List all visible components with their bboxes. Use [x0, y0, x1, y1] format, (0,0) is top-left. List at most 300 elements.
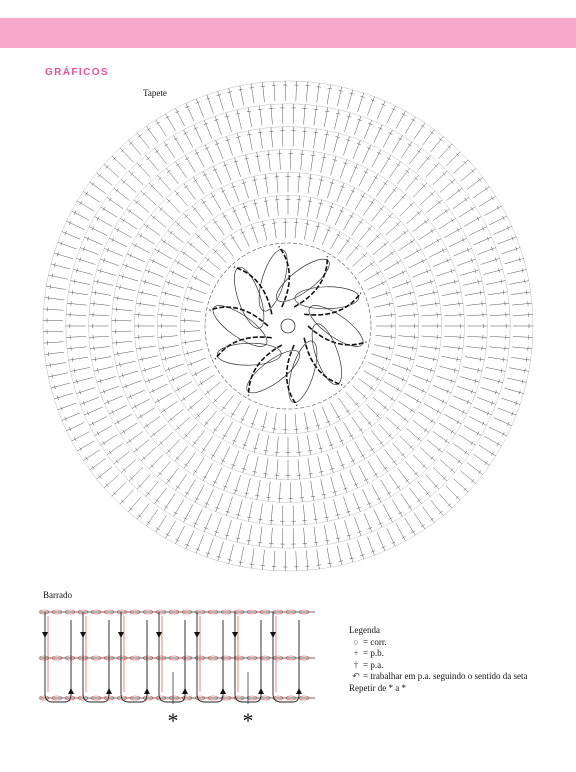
stitch-crossbar [336, 416, 340, 418]
stitch-mark [90, 182, 106, 194]
stitch-crossbar [458, 460, 461, 463]
stitch-mark [76, 388, 95, 394]
stitch-mark [469, 416, 487, 425]
stitch-crossbar [336, 234, 340, 236]
stitch-mark [260, 504, 263, 524]
stitch-mark [277, 436, 279, 456]
stitch-mark [427, 440, 442, 453]
stitch-mark [69, 292, 89, 295]
stitch-mark [449, 238, 467, 247]
stitch-crossbar [72, 290, 73, 294]
stitch-mark [352, 219, 363, 235]
stitch-mark [237, 523, 242, 542]
stitch-crossbar [146, 424, 149, 428]
stitch-mark [204, 411, 217, 426]
stitch-crossbar [138, 135, 141, 138]
stitch-mark [213, 468, 221, 486]
stitch-mark [58, 403, 77, 410]
stitch-mark [243, 203, 250, 222]
stitch-mark [274, 413, 277, 433]
stitch-mark [141, 447, 156, 460]
stitch-mark [324, 502, 328, 521]
stitch-mark [311, 481, 314, 501]
stitch-mark [205, 489, 213, 507]
stitch-mark [84, 407, 102, 415]
stitch-mark [327, 179, 333, 198]
stitch-crossbar [264, 178, 268, 179]
stitch-mark [150, 259, 168, 268]
stitch-mark [318, 176, 322, 195]
stitch-crossbar [408, 506, 412, 508]
stitch-crossbar [135, 448, 138, 451]
stitch-crossbar [383, 467, 387, 469]
stitch-mark [213, 249, 227, 263]
ring-outline [180, 218, 396, 434]
stitch-crossbar [507, 226, 509, 230]
stitch-crossbar [164, 144, 168, 146]
stitch-mark [188, 358, 206, 365]
stitch-mark [176, 161, 187, 177]
stitch-mark [296, 551, 297, 571]
stitch-mark [186, 531, 194, 549]
stitch-mark [355, 442, 365, 459]
stitch-crossbar [411, 119, 415, 121]
stitch-crossbar [361, 195, 365, 197]
stitch-mark [137, 474, 150, 489]
stitch-mark [433, 209, 449, 221]
arrow-head [118, 632, 124, 638]
stitch-mark [196, 99, 203, 117]
stitch-mark [358, 540, 364, 559]
stitch-mark [146, 126, 157, 142]
stitch-mark [257, 152, 261, 172]
stitch-mark [215, 116, 222, 135]
stitch-mark [488, 292, 508, 295]
stitch-mark [271, 105, 273, 125]
stitch-mark [453, 396, 471, 404]
stitch-crossbar [364, 479, 368, 481]
stitch-mark [304, 528, 306, 548]
stitch-mark [339, 398, 350, 414]
stitch-mark [192, 367, 210, 376]
stitch-mark [72, 211, 90, 220]
stitch-mark [373, 397, 388, 410]
stitch-mark [196, 535, 203, 553]
stitch-mark [463, 367, 482, 371]
stitch-mark [121, 179, 136, 192]
stitch-mark [304, 220, 308, 240]
stitch-crossbar [383, 182, 387, 184]
stitch-mark [241, 229, 250, 247]
stitch-mark [317, 433, 322, 452]
stitch-crossbar [176, 164, 180, 166]
stitch-crossbar [376, 377, 378, 381]
stitch-mark [327, 454, 333, 473]
stitch-crossbar [402, 113, 406, 115]
stitch-crossbar [502, 216, 504, 220]
stitch-mark [237, 500, 242, 519]
stitch-mark [77, 201, 94, 211]
stitch-crossbar [361, 454, 365, 456]
stitch-mark [346, 392, 359, 407]
stitch-mark [298, 173, 299, 193]
petal-edge [279, 247, 289, 307]
stitch-crossbar [314, 132, 318, 133]
stitch-mark [161, 401, 177, 412]
stitch-mark [352, 417, 363, 433]
stitch-mark [317, 549, 320, 569]
stitch-mark [159, 303, 179, 306]
stitch-crossbar [74, 437, 76, 441]
stitch-crossbar [203, 174, 207, 176]
stitch-crossbar [200, 382, 202, 386]
stitch-crossbar [391, 397, 394, 401]
stitch-crossbar [430, 518, 434, 521]
chain-icon: ○ [353, 636, 359, 647]
stitch-crossbar [155, 499, 159, 502]
stitch-mark [182, 309, 202, 312]
stitch-mark [446, 486, 460, 500]
stitch-mark [265, 197, 268, 217]
stitch-crossbar [214, 429, 218, 432]
stitch-mark [204, 226, 217, 241]
stitch-mark [221, 446, 230, 464]
stitch-mark [413, 420, 429, 432]
stitch-mark [141, 191, 156, 204]
stitch-crossbar [465, 198, 468, 202]
stitch-crossbar [112, 238, 114, 242]
stitch-crossbar [97, 432, 99, 436]
stitch-mark [216, 493, 223, 512]
stitch-mark [398, 468, 410, 484]
stitch-mark [379, 213, 393, 228]
stitch-mark [354, 116, 361, 135]
stitch-crossbar [393, 460, 396, 463]
stitch-mark [51, 264, 70, 269]
border-chart-diagram [30, 598, 330, 738]
stitch-mark [138, 408, 155, 418]
stitch-crossbar [97, 217, 99, 221]
stitch-mark [295, 218, 297, 238]
stitch-mark [293, 505, 294, 525]
petal [271, 252, 335, 308]
stitch-crossbar [69, 427, 71, 431]
stitch-mark [215, 517, 222, 536]
petal [241, 344, 305, 400]
stitch-mark [509, 281, 529, 285]
stitch-crossbar [177, 261, 179, 265]
stitch-mark [433, 171, 447, 185]
stitch-crossbar [157, 399, 159, 403]
stitch-mark [494, 418, 512, 426]
stitch-mark [439, 218, 456, 229]
stitch-mark [282, 505, 283, 525]
stitch-mark [392, 364, 411, 371]
stitch-crossbar [135, 201, 138, 204]
stitch-mark [398, 168, 410, 184]
stitch-crossbar [370, 386, 373, 390]
stitch-crossbar [222, 406, 225, 409]
stitch-mark [364, 271, 381, 281]
stitch-mark [192, 431, 204, 447]
stitch-mark [326, 203, 333, 222]
stitch-mark [54, 253, 73, 259]
stitch-mark [176, 526, 185, 544]
stitch-mark [184, 130, 193, 148]
stitch-crossbar [393, 189, 396, 192]
stitch-crossbar [478, 178, 481, 181]
stitch-mark [467, 315, 487, 316]
stitch-mark [67, 347, 87, 349]
stitch-mark [204, 513, 211, 531]
stitch-mark [213, 219, 224, 235]
stitch-loop [83, 612, 109, 702]
stitch-mark [314, 106, 317, 126]
stitch-crossbar [116, 460, 119, 463]
stitch-mark [73, 378, 92, 383]
stitch-mark [104, 248, 122, 256]
stitch-mark [414, 513, 425, 529]
stitch-mark [201, 436, 212, 452]
stitch-crossbar [130, 394, 132, 398]
stitch-mark [419, 229, 436, 240]
stitch-mark [146, 481, 159, 496]
stitch-crossbar [157, 249, 159, 253]
stitch-mark [54, 393, 73, 399]
stitch-mark [77, 441, 94, 451]
stitch-mark [95, 426, 112, 436]
stitch-crossbar [314, 109, 318, 110]
stitch-crossbar [397, 387, 399, 391]
stitch-crossbar [384, 243, 387, 246]
stitch-mark [364, 513, 371, 531]
stitch-crossbar [491, 196, 493, 200]
stitch-mark [112, 331, 132, 332]
stitch-mark [454, 160, 469, 173]
stitch-crossbar [147, 157, 150, 160]
stitch-mark [155, 148, 167, 164]
stitch-mark [109, 405, 127, 414]
stitch-mark [374, 303, 393, 307]
stitch-crossbar [194, 179, 198, 181]
stitch-mark [392, 443, 405, 458]
stitch-mark [112, 156, 126, 170]
stitch-crossbar [129, 209, 132, 213]
stitch-mark [94, 281, 113, 285]
stitch-crossbar [404, 231, 407, 234]
stitch-crossbar [317, 565, 321, 566]
stitch-mark [427, 200, 442, 213]
stitch-mark [489, 303, 509, 305]
stitch-crossbar [445, 209, 448, 213]
stitch-crossbar [94, 346, 95, 350]
stitch-mark [501, 248, 520, 254]
stitch-crossbar [92, 466, 95, 470]
stitch-mark [298, 459, 299, 479]
stitch-mark [512, 347, 532, 349]
stitch-crossbar [153, 433, 156, 436]
stitch-mark [373, 242, 388, 255]
stitch-mark [473, 237, 491, 245]
stitch-crossbar [155, 150, 159, 153]
stitch-mark [467, 177, 483, 189]
stitch-mark [467, 336, 487, 337]
stitch-mark [175, 381, 192, 391]
stitch-mark [237, 133, 242, 152]
stitch-mark [413, 183, 427, 197]
stitch-mark [235, 475, 241, 494]
stitch-crossbar [152, 259, 154, 263]
stitch-mark [67, 221, 85, 229]
stitch-mark [176, 108, 185, 126]
stitch-mark [48, 275, 67, 279]
stitch-crossbar [109, 198, 112, 202]
stitch-mark [298, 436, 300, 456]
stitch-mark [198, 266, 215, 277]
stitch-crossbar [442, 248, 444, 252]
stitch-mark [221, 188, 230, 206]
stitch-mark [421, 336, 441, 337]
stitch-mark [262, 221, 267, 240]
stitch-mark [422, 129, 434, 145]
stitch-mark [97, 377, 116, 383]
stitch-mark [420, 447, 435, 460]
stitch-mark [101, 207, 118, 218]
stitch-mark [296, 81, 297, 101]
stitch-mark [243, 454, 249, 473]
stitch-mark [489, 427, 507, 436]
stitch-crossbar [359, 221, 363, 224]
stitch-mark [345, 520, 351, 539]
stitch-mark [343, 497, 349, 516]
stitch-crossbar [80, 201, 82, 205]
stitch-mark [454, 479, 469, 492]
stitch-mark [71, 281, 90, 285]
stitch-mark [224, 162, 231, 180]
stitch-mark [251, 225, 258, 244]
stitch-crossbar [140, 414, 142, 418]
stitch-mark [48, 373, 67, 377]
stitch-crossbar [384, 406, 387, 409]
stitch-crossbar [202, 448, 206, 450]
stitch-crossbar [430, 131, 434, 134]
arrow-head [232, 632, 238, 638]
stitch-mark [164, 142, 175, 158]
stitch-crossbar [183, 397, 186, 401]
stitch-mark [180, 331, 200, 332]
stitch-crossbar [389, 518, 393, 520]
stitch-mark [453, 197, 469, 209]
stitch-mark [473, 407, 491, 415]
arrow-icon: ↶ [352, 671, 360, 681]
stitch-mark [326, 430, 333, 449]
stitch-crossbar [185, 544, 189, 546]
stitch-crossbar [349, 215, 353, 217]
stitch-crossbar [370, 262, 373, 266]
arrow-head [156, 632, 162, 638]
stitch-mark [67, 422, 85, 430]
stitch-crossbar [437, 239, 439, 243]
stitch-mark [439, 493, 452, 508]
stitch-mark [398, 336, 418, 338]
stitch-mark [406, 428, 421, 441]
stitch-mark [248, 107, 252, 127]
petal [283, 338, 323, 406]
stitch-mark [363, 199, 374, 215]
stitch-mark [213, 166, 221, 184]
stitch-mark [363, 436, 374, 452]
stitch-mark [368, 362, 386, 370]
repeat-mark: * [167, 708, 179, 733]
stitch-crossbar [351, 460, 355, 462]
stitch-mark [109, 238, 127, 247]
stitch-crossbar [471, 169, 474, 172]
stitch-mark [196, 404, 210, 418]
stitch-mark [404, 393, 421, 403]
stitch-mark [486, 281, 505, 285]
stitch-mark [46, 363, 66, 366]
stitch-crossbar [396, 486, 400, 488]
stitch-crossbar [140, 302, 141, 306]
stitch-crossbar [410, 408, 412, 412]
border-row [39, 656, 315, 660]
stitch-mark [268, 151, 270, 171]
stitch-crossbar [436, 302, 437, 306]
stitch-mark [477, 397, 496, 404]
stitch-crossbar [503, 357, 504, 361]
stitch-crossbar [232, 440, 236, 442]
stitch-mark [188, 242, 203, 255]
stitch-mark [507, 378, 526, 383]
stitch-crossbar [80, 447, 82, 451]
stitch-mark [185, 155, 195, 172]
stitch-crossbar [471, 441, 473, 445]
stitch-mark [104, 164, 119, 177]
stitch-mark [353, 140, 360, 159]
stitch-mark [194, 509, 202, 527]
stitch-mark [346, 188, 355, 206]
stitch-mark [389, 161, 400, 177]
stitch-crossbar [185, 106, 189, 108]
stitch-mark [306, 82, 308, 102]
stitch-mark [92, 292, 112, 295]
stitch-crossbar [94, 302, 95, 306]
stitch-crossbar [406, 479, 409, 482]
stitch-crossbar [195, 152, 199, 154]
stitch-mark [367, 537, 374, 556]
stitch-mark [343, 136, 349, 155]
arrow-head [194, 632, 200, 638]
stitch-mark [231, 401, 242, 418]
stitch-mark [465, 357, 485, 360]
stitch-mark [372, 485, 381, 503]
stitch-crossbar [123, 430, 125, 434]
stitch-mark [433, 467, 447, 481]
stitch-crossbar [138, 515, 141, 518]
stitch-mark [401, 142, 412, 158]
stitch-crossbar [163, 240, 165, 244]
stitch-crossbar [457, 228, 459, 232]
stitch-mark [204, 120, 211, 138]
stitch-crossbar [176, 486, 180, 488]
stitch-mark [322, 407, 330, 425]
stitch-mark [321, 153, 325, 172]
stitch-mark [350, 470, 358, 488]
center-flower [205, 243, 371, 409]
stitch-mark [488, 357, 508, 360]
stitch-crossbar [203, 476, 207, 478]
stitch-mark [359, 411, 372, 426]
